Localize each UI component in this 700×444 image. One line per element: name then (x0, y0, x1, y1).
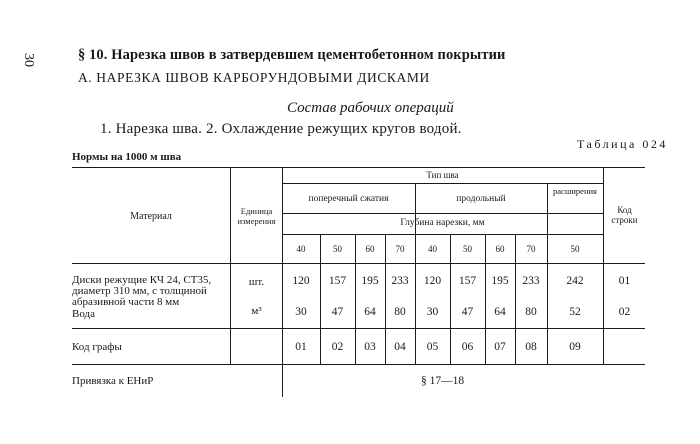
depth-header: 50 (333, 244, 342, 254)
depth-header: 60 (495, 244, 505, 254)
value-cell: 195 (491, 275, 509, 287)
norms-label: Нормы на 1000 м шва (72, 151, 182, 163)
binding-label: Привязка к ЕНиР (72, 375, 154, 387)
value-cell: 242 (566, 275, 584, 287)
value-cell: 157 (328, 275, 347, 287)
depth-header: 70 (395, 244, 405, 254)
unit-cell: шт. (248, 276, 265, 288)
value-cell: 233 (391, 275, 409, 287)
value-cell: 52 (569, 306, 581, 318)
depth-header: 50 (570, 244, 580, 254)
material-name: диаметр 310 мм, с толщиной (72, 285, 207, 297)
row-code-cell: 01 (618, 275, 631, 287)
section-title: § 10. Нарезка швов в затвердевшем цементобетонном покрытии (78, 47, 506, 63)
depth-header: 40 (428, 244, 437, 254)
header-material: Материал (130, 211, 172, 222)
value-cell: 64 (494, 306, 506, 318)
table-label: Таблица 024 (577, 137, 668, 151)
value-cell: 30 (426, 306, 439, 318)
value-cell: 195 (361, 275, 379, 287)
material-name: Диски режущие КЧ 24, СТ35, (72, 274, 212, 286)
operations-text: 1. Нарезка шва. 2. Охлаждение режущих кругов водой. (100, 121, 462, 137)
unit-cell: м³ (251, 305, 262, 317)
column-code-cell: 01 (295, 341, 307, 353)
page-number: 30 (21, 53, 36, 67)
row-code-cell: 02 (618, 306, 631, 318)
value-cell: 64 (364, 306, 376, 318)
value-cell: 233 (522, 275, 540, 287)
binding-value: § 17—18 (420, 375, 465, 387)
header-transverse: поперечный сжатия (308, 194, 389, 204)
column-code-cell: 02 (331, 341, 344, 353)
depth-header: 60 (365, 244, 375, 254)
value-cell: 80 (525, 306, 537, 318)
column-code-label: Код графы (72, 341, 122, 353)
value-cell: 80 (394, 306, 406, 318)
header-depth: Глубина нарезки, мм (400, 218, 485, 228)
column-code-cell: 06 (461, 341, 474, 353)
header-unit: Единица измерения (237, 206, 276, 226)
depth-header: 70 (526, 244, 536, 254)
section-subtitle: А. НАРЕЗКА ШВОВ КАРБОРУНДОВЫМИ ДИСКАМИ (78, 70, 430, 85)
depth-header: 50 (463, 244, 472, 254)
column-code-cell: 05 (426, 341, 439, 353)
header-seam-type: Тип шва (426, 170, 459, 180)
column-code-cell: 09 (569, 341, 581, 353)
column-code-cell: 08 (525, 341, 537, 353)
header-longitudinal: продольный (456, 194, 506, 204)
column-code-cell: 07 (494, 341, 506, 353)
value-cell: 47 (331, 306, 344, 318)
value-cell: 157 (458, 275, 477, 287)
depth-header: 40 (296, 244, 306, 254)
material-name: абразивной части 8 мм (72, 296, 180, 308)
column-code-cell: 04 (394, 341, 406, 353)
material-name: Вода (72, 308, 95, 320)
value-cell: 120 (423, 275, 442, 287)
header-row-code: Код строки (611, 205, 638, 226)
value-cell: 30 (295, 306, 307, 318)
value-cell: 47 (461, 306, 474, 318)
column-code-cell: 03 (364, 341, 376, 353)
header-expansion: расширения (553, 186, 597, 196)
value-cell: 120 (292, 275, 310, 287)
operations-heading: Состав рабочих операций (287, 100, 454, 116)
